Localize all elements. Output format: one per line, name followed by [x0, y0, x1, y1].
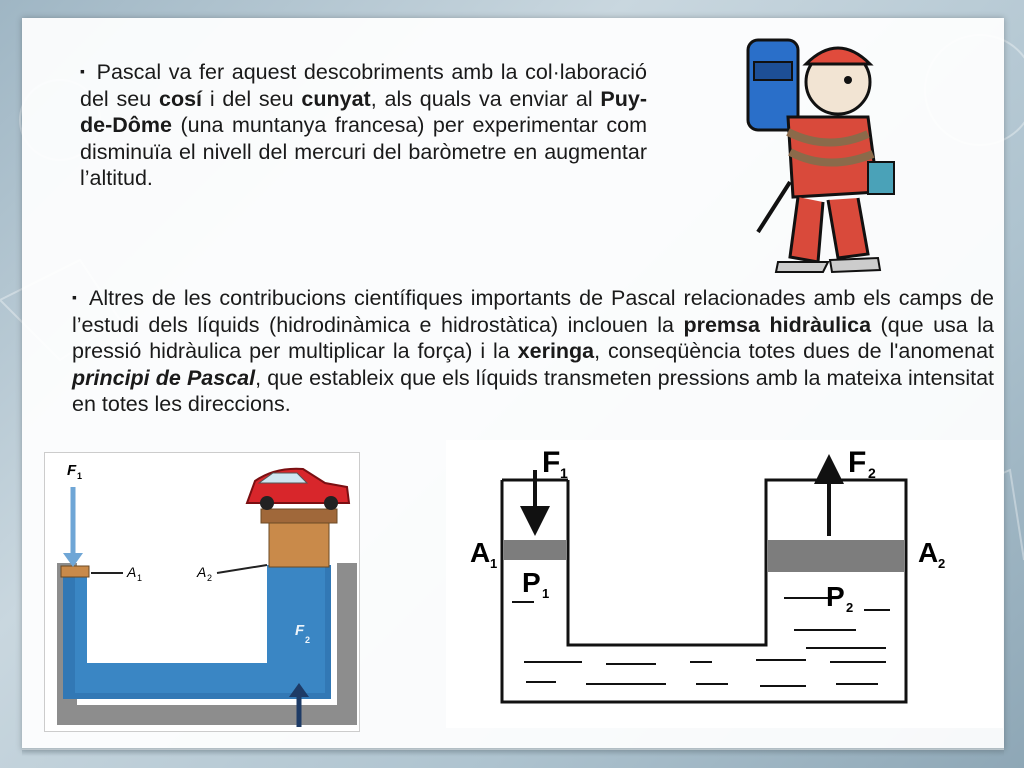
label-f2-sub: 2: [868, 465, 876, 481]
bold-cosi: cosí: [158, 86, 203, 111]
text: (que usa la pressió hidràulica per multiplicar la força) i la: [72, 312, 994, 363]
bullet: ▪: [72, 289, 79, 305]
label-f2: F: [295, 622, 305, 639]
text: Pascal va fer aquest descobriments amb la col·laboració del seu: [80, 60, 647, 111]
pascal-principle-diagram: [446, 440, 1003, 728]
label-p2-sub: 2: [846, 600, 854, 615]
label-f1-sub: 1: [77, 471, 83, 481]
label-a1-sub: 1: [490, 556, 498, 571]
label-f2-sub: 2: [305, 635, 311, 645]
label-f1-sub: 1: [560, 465, 568, 481]
label-a2: A: [918, 537, 939, 568]
bold-puy-de-dome: Puy-de-Dôme: [80, 86, 648, 137]
label-a1: A: [470, 537, 491, 568]
label-f2: F: [848, 446, 867, 479]
text: , que estableix que els líquids transmeten pressions amb la mateixa intensitat en totes les direccions.: [72, 365, 995, 416]
italic-principi-de-pascal: principi de Pascal: [72, 365, 256, 390]
text: (una muntanya francesa) per experimentar com disminuïa el nivell del mercuri del baròmetre en augmentar l’altitud.: [80, 113, 647, 190]
label-p1: P: [522, 567, 541, 598]
paragraph-pascal-collaboration: [80, 58, 647, 192]
label-f1: F: [542, 446, 561, 479]
text: i del seu: [202, 86, 302, 111]
pascal-cartoon-illustration: [718, 22, 898, 280]
label-a2: A: [197, 564, 207, 580]
label-a2-sub: 2: [207, 573, 213, 583]
label-p1-sub: 1: [542, 586, 550, 601]
bold-xeringa: xeringa: [517, 339, 595, 363]
text: , conseqüència totes dues de l'anomenat: [594, 339, 994, 363]
hydraulic-press-illustration: [44, 452, 360, 732]
text: Altres de les contribucions científiques importants de Pascal relacionades amb els camps de l’estudi dels líquids (hidrodinàmica e hidrostàtica) inclouen la: [72, 286, 994, 337]
label-a1: A: [127, 564, 137, 580]
label-f1: F: [67, 462, 77, 479]
text: , als quals va enviar al: [370, 86, 601, 111]
label-a2-sub: 2: [938, 556, 946, 571]
label-p2: P: [826, 581, 845, 612]
paragraph-pascal-contributions: [72, 284, 994, 418]
slide-shadow: [22, 748, 1004, 756]
bullet: ▪: [80, 63, 87, 79]
label-a1-sub: 1: [137, 573, 143, 583]
bold-premsa-hidraulica: premsa hidràulica: [683, 312, 872, 337]
bold-cunyat: cunyat: [301, 86, 371, 111]
